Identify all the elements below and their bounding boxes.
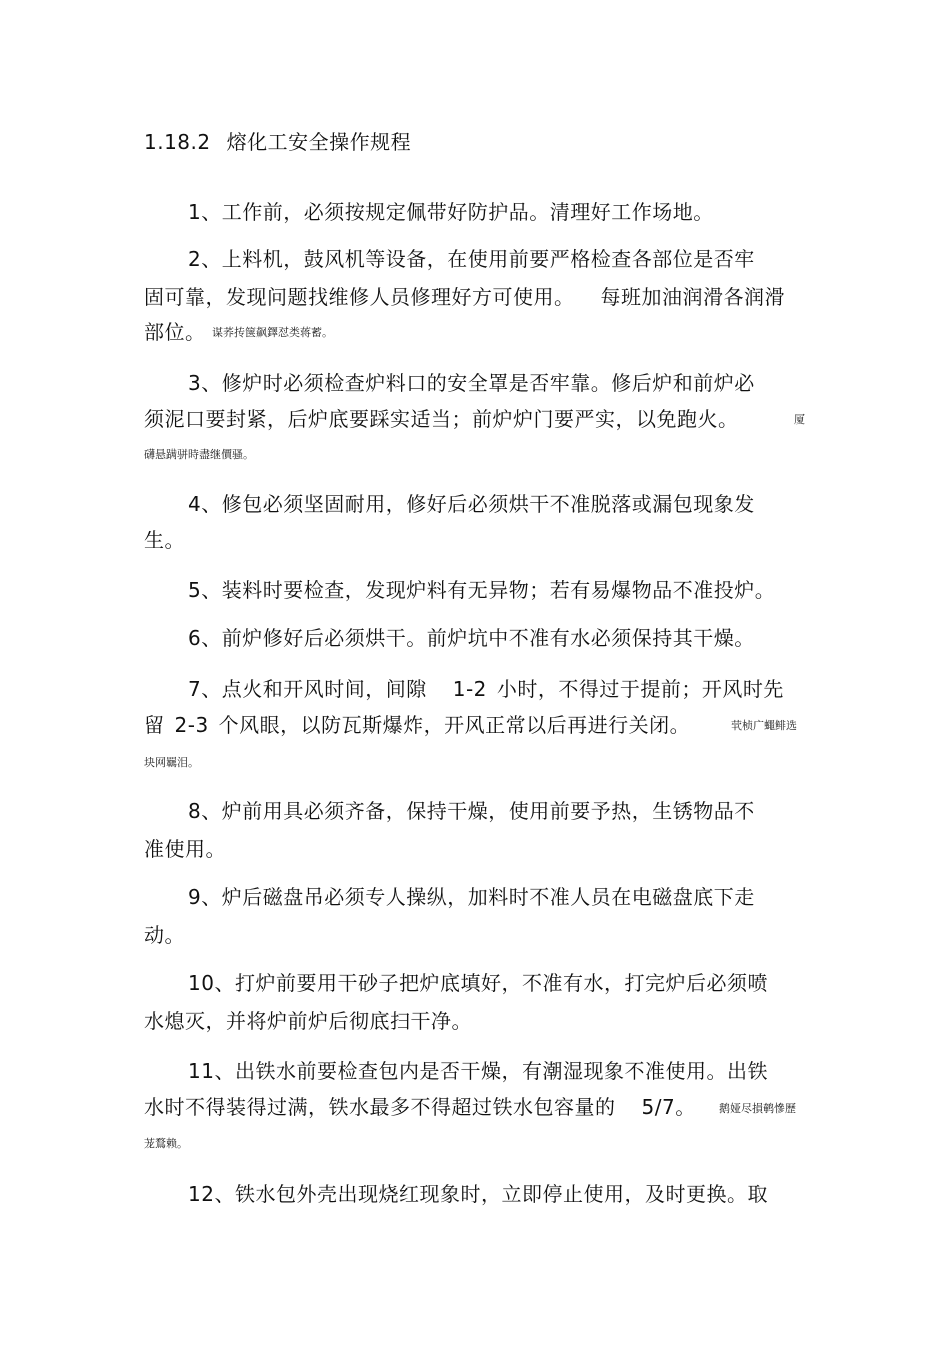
item-7-line-1-part-c: 小时，不得过于提前；开风时先 xyxy=(496,677,784,701)
item-8-line-1: 8、炉前用具必须齐备，保持干燥，使用前要予热，生锈物品不 xyxy=(188,799,755,823)
item-7-line-1 xyxy=(188,675,784,703)
item-7-line-2-part-a: 留 xyxy=(144,713,165,737)
section-heading xyxy=(144,128,411,156)
item-7-vent-value: 2-3 xyxy=(174,713,209,737)
item-2-line-3: 部位。 xyxy=(144,320,206,344)
item-8-line-2: 准使用。 xyxy=(144,837,226,861)
item-2-line-1: 2、上料机，鼓风机等设备，在使用前要严格检查各部位是否牢 xyxy=(188,247,755,271)
item-11-garbled-text-2: 茏鶩赖。 xyxy=(144,1137,188,1150)
item-3-line-2: 须泥口要封紧，后炉底要踩实适当；前炉炉门要严实，以免跑火。 xyxy=(144,407,739,431)
item-1-line-1: 1、工作前，必须按规定佩带好防护品。清理好工作场地。 xyxy=(188,200,714,224)
item-12-line-1: 12、铁水包外壳出现烧红现象时，立即停止使用，及时更换。取 xyxy=(188,1182,768,1206)
item-3-line-1: 3、修炉时必须检查炉料口的安全罩是否牢靠。修后炉和前炉必 xyxy=(188,371,755,395)
item-11-garbled-text-1: 鹅娅尽損鹌慘歷 xyxy=(719,1102,796,1115)
item-5-line-1: 5、装料时要检查，发现炉料有无异物；若有易爆物品不准投炉。 xyxy=(188,578,776,602)
item-4-line-2: 生。 xyxy=(144,528,185,552)
item-9-line-2: 动。 xyxy=(144,923,185,947)
item-2-line-2-part-a: 固可靠，发现问题找维修人员修理好方可使用。 xyxy=(144,285,575,309)
item-2-line-2-part-b: 每班加油润滑各润滑 xyxy=(600,285,785,309)
item-11-ratio-value: 5/7 xyxy=(641,1095,676,1119)
item-7-line-2-part-c: 个风眼，以防瓦斯爆炸，开风正常以后再进行关闭。 xyxy=(218,713,691,737)
item-6-line-1: 6、前炉修好后必须烘干。前炉坑中不准有水必须保持其干燥。 xyxy=(188,626,755,650)
section-title: 熔化工安全操作规程 xyxy=(226,130,412,154)
item-2-line-2 xyxy=(144,283,785,311)
item-11-line-1: 11、出铁水前要检查包内是否干燥，有潮湿现象不准使用。出铁 xyxy=(188,1059,768,1083)
section-number: 1.18.2 xyxy=(144,130,211,154)
item-7-interval-value: 1-2 xyxy=(452,677,487,701)
item-10-line-1: 10、打炉前要用干砂子把炉底填好，不准有水，打完炉后必须喷 xyxy=(188,971,768,995)
item-7-line-2 xyxy=(144,711,690,739)
item-11-line-2 xyxy=(144,1093,696,1121)
item-3-garbled-text-2: 礴悬蹒骈時盡继價骚。 xyxy=(144,448,254,461)
item-11-line-2-part-a: 水时不得装得过满，铁水最多不得超过铁水包容量的 xyxy=(144,1095,616,1119)
item-10-line-2: 水熄灭，并将炉前炉后彻底扫干净。 xyxy=(144,1009,472,1033)
item-7-line-1-part-a: 7、点火和开风时间，间隙 xyxy=(188,677,427,701)
item-9-line-1: 9、炉后磁盘吊必须专人操纵，加料时不准人员在电磁盘底下走 xyxy=(188,885,755,909)
item-4-line-1: 4、修包必须坚固耐用，修好后必须烘干不准脱落或漏包现象发 xyxy=(188,492,755,516)
item-3-garbled-text-1: 厦 xyxy=(794,413,805,426)
item-7-garbled-text-1: 茕桢广蠅鲱选 xyxy=(731,719,797,732)
item-2-garbled-text: 谋荞抟箧飙鐸怼类蒋蓄。 xyxy=(212,326,333,339)
item-7-garbled-text-2: 块网羈泪。 xyxy=(144,756,199,769)
item-11-line-2-part-c: 。 xyxy=(675,1095,696,1119)
